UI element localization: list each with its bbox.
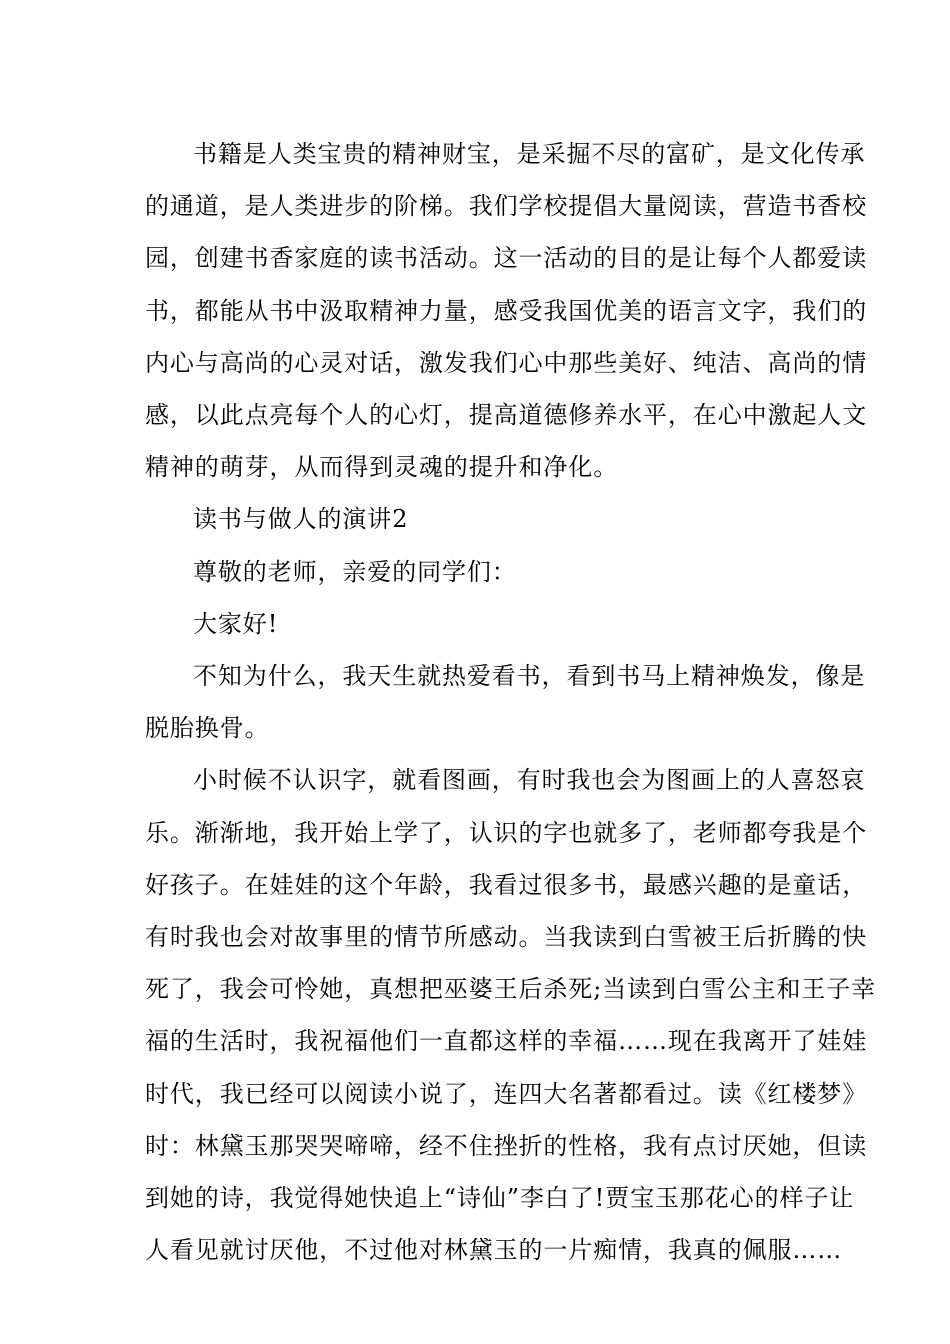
paragraph-line: 书，都能从书中汲取精神力量，感受我国优美的语言文字，我们的	[145, 296, 868, 325]
paragraph-line: 有时我也会对故事里的情节所感动。当我读到白雪被王后折腾的快	[145, 923, 868, 952]
document-body	[145, 128, 877, 1276]
paragraph-line: 小时候不认识字，就看图画，有时我也会为图画上的人喜怒哀	[193, 766, 866, 795]
paragraph-line: 死了，我会可怜她，真想把巫婆王后杀死;当读到白雪公主和王子幸	[145, 975, 877, 1004]
paragraph-line: 时代，我已经可以阅读小说了，连四大名著都看过。读《红楼梦》	[145, 1079, 868, 1108]
paragraph-line: 的通道，是人类进步的阶梯。我们学校提倡大量阅读，营造书香校	[145, 192, 868, 221]
paragraph-line: 不知为什么，我天生就热爱看书，看到书马上精神焕发，像是	[193, 662, 866, 691]
paragraph-line: 读书与做人的演讲2	[193, 505, 409, 534]
paragraph-line: 内心与高尚的心灵对话，激发我们心中那些美好、纯洁、高尚的情	[145, 348, 868, 377]
salutation	[145, 546, 810, 598]
speech-title	[145, 493, 810, 545]
paragraph-line: 感，以此点亮每个人的心灯，提高道德修养水平，在心中激起人文	[145, 401, 868, 430]
paragraph-intro	[145, 128, 868, 493]
paragraph-line: 到她的诗，我觉得她快追上“诗仙”李白了!贾宝玉那花心的样子让	[145, 1184, 855, 1213]
paragraph-line: 尊敬的老师，亲爱的同学们：	[193, 557, 517, 586]
paragraph-childhood	[145, 754, 877, 1276]
paragraph-line: 精神的萌芽，从而得到灵魂的提升和净化。	[145, 453, 619, 482]
paragraph-line: 人看见就讨厌他，不过他对林黛玉的一片痴情，我真的佩服……	[145, 1236, 843, 1265]
paragraph-line: 乐。渐渐地，我开始上学了，认识的字也就多了，老师都夸我是个	[145, 818, 868, 847]
paragraph-line: 脱胎换骨。	[145, 714, 270, 743]
paragraph-love-books	[145, 650, 866, 754]
paragraph-line: 园，创建书香家庭的读书活动。这一活动的目的是让每个人都爱读	[145, 244, 868, 273]
greeting	[145, 598, 810, 650]
paragraph-line: 福的生活时，我祝福他们一直都这样的幸福……现在我离开了娃娃	[145, 1027, 868, 1056]
paragraph-line: 好孩子。在娃娃的这个年龄，我看过很多书，最感兴趣的是童话，	[145, 870, 868, 899]
paragraph-line: 大家好!	[193, 609, 279, 638]
paragraph-line: 书籍是人类宝贵的精神财宝，是采掘不尽的富矿，是文化传承	[193, 140, 866, 168]
paragraph-line: 时：林黛玉那哭哭啼啼，经不住挫折的性格，我有点讨厌她，但读	[145, 1131, 868, 1160]
